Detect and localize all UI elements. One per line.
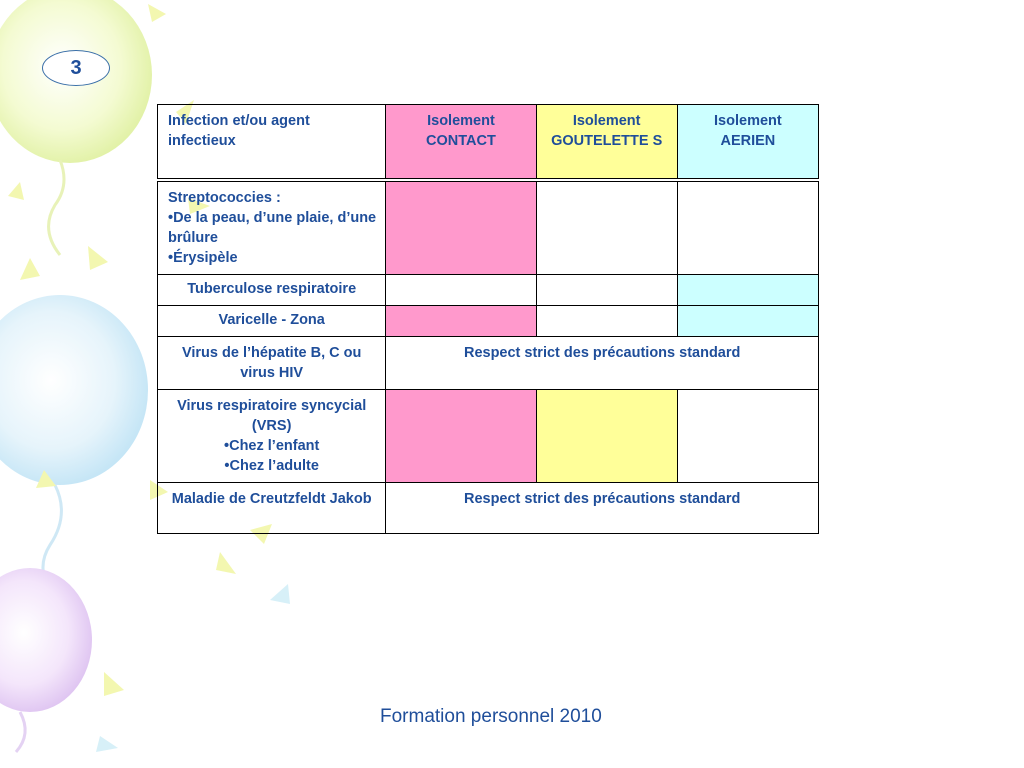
cell-empty — [386, 275, 536, 306]
bullet-icon: • — [224, 438, 230, 454]
table-row-streptococcies — [158, 182, 819, 275]
cell-hepatite: Virus de l’hépatite B, C ou virus HIV — [158, 337, 386, 390]
vrs-bullet-enfant: Chez l’enfant — [229, 438, 320, 454]
vrs-title: Virus respiratoire syncycial (VRS) — [177, 398, 367, 434]
table-row-varicelle — [158, 306, 819, 337]
cell-empty — [536, 306, 677, 337]
bullet-icon: • — [168, 210, 174, 226]
cell-vrs — [158, 390, 386, 483]
slide-number-badge — [42, 50, 110, 86]
cell-empty — [536, 182, 677, 275]
table-row-creutzfeldt — [158, 483, 819, 534]
cell-gouttelettes-marked — [536, 390, 677, 483]
cell-precautions-standard: Respect strict des précautions standard — [386, 483, 819, 534]
cell-empty — [677, 390, 818, 483]
isolation-table — [157, 181, 819, 534]
strep-bullet-erysipele: Érysipèle — [173, 250, 238, 266]
bullet-icon: • — [224, 458, 230, 474]
table-row-tuberculose — [158, 275, 819, 306]
cell-aerien-marked — [677, 275, 818, 306]
cell-aerien-marked — [677, 306, 818, 337]
cell-contact-marked — [386, 182, 536, 275]
header-isolement-gouttelettes: Isolement GOUTELETTE S — [536, 105, 677, 179]
footer-text: Formation personnel 2010 — [380, 706, 602, 727]
table-row-vrs — [158, 390, 819, 483]
cell-empty — [536, 275, 677, 306]
cell-contact-marked — [386, 390, 536, 483]
table-row-hepatite — [158, 337, 819, 390]
strep-bullet-peau: De la peau, d’une plaie, d’une brûlure — [168, 210, 377, 246]
slide-number: 3 — [70, 56, 82, 79]
cell-creutzfeldt: Maladie de Creutzfeldt Jakob — [158, 483, 386, 534]
cell-streptococcies — [158, 182, 386, 275]
strep-title: Streptococcies : — [168, 190, 281, 206]
cell-contact-marked — [386, 306, 536, 337]
header-isolement-aerien: Isolement AERIEN — [677, 105, 818, 179]
vrs-bullet-adulte: Chez l’adulte — [229, 458, 319, 474]
header-row — [158, 105, 819, 179]
header-infection: Infection et/ou agent infectieux — [158, 105, 386, 179]
cell-varicelle: Varicelle - Zona — [158, 306, 386, 337]
cell-tuberculose: Tuberculose respiratoire — [158, 275, 386, 306]
header-table — [157, 104, 819, 179]
bullet-icon: • — [168, 250, 174, 266]
cell-empty — [677, 182, 818, 275]
header-isolement-contact: Isolement CONTACT — [386, 105, 536, 179]
cell-precautions-standard: Respect strict des précautions standard — [386, 337, 819, 390]
